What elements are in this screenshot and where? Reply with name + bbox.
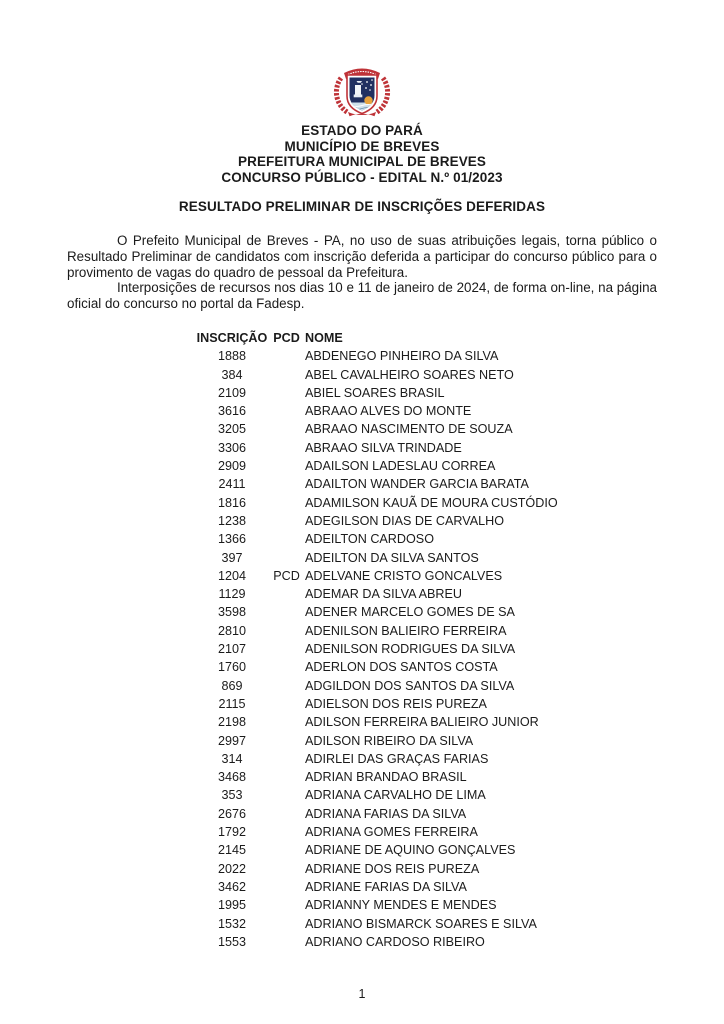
candidate-name: ADILSON FERREIRA BALIEIRO JUNIOR [305, 715, 539, 730]
page-title: RESULTADO PRELIMINAR DE INSCRIÇÕES DEFERIDAS [178, 199, 546, 214]
table-row [196, 420, 558, 438]
inscription-number: 3598 [217, 605, 247, 620]
inscription-number: 2115 [218, 696, 246, 711]
candidate-name: ADRIANE DOS REIS PUREZA [305, 861, 480, 876]
column-header-inscricao: INSCRIÇÃO [196, 331, 268, 345]
candidate-name: ADRIANE FARIAS DA SILVA [305, 879, 467, 894]
candidate-name: ADERLON DOS SANTOS COSTA [305, 660, 498, 675]
pcd-flag [268, 475, 305, 493]
logo-container [0, 62, 724, 120]
inscription-number: 1760 [217, 660, 247, 675]
pcd-flag [268, 768, 305, 786]
paragraph-recursos: Interposições de recursos nos dias 10 e 11 de janeiro de 2024, de forma on-line, na página oficial do concurso no portal da Fadesp. [67, 280, 657, 312]
inscription-number: 2198 [217, 715, 247, 730]
pcd-flag [268, 549, 305, 567]
table-row [196, 512, 558, 530]
table-row [196, 494, 558, 512]
candidate-name: ADGILDON DOS SANTOS DA SILVA [305, 678, 515, 693]
table-row [196, 603, 558, 621]
inscription-number: 384 [221, 367, 243, 382]
candidate-name: ADEGILSON DIAS DE CARVALHO [305, 513, 504, 528]
table-row [196, 384, 558, 402]
candidate-name: ADRIANO CARDOSO RIBEIRO [305, 934, 485, 949]
inscription-number: 1129 [218, 587, 246, 602]
candidate-name: ADELVANE CRISTO GONCALVES [305, 568, 503, 583]
header-state: ESTADO DO PARÁ [301, 123, 423, 138]
pcd-flag [268, 750, 305, 768]
candidate-name: ABRAAO SILVA TRINDADE [305, 440, 462, 455]
inscription-number: 3306 [217, 440, 247, 455]
table-row [196, 549, 558, 567]
pcd-flag [268, 494, 305, 512]
candidate-name: ABIEL SOARES BRASIL [305, 385, 445, 400]
inscription-number: 3462 [217, 879, 247, 894]
candidate-name: ADAILTON WANDER GARCIA BARATA [305, 477, 529, 492]
header-edital: CONCURSO PÚBLICO - EDITAL N.º 01/2023 [221, 169, 503, 185]
table-body [196, 347, 558, 951]
table-row [196, 915, 558, 933]
table-row [196, 567, 558, 585]
pcd-flag [268, 658, 305, 676]
table-row [196, 860, 558, 878]
pcd-flag [268, 695, 305, 713]
page-number: 1 [358, 987, 366, 1001]
table-row [196, 622, 558, 640]
pcd-flag [268, 823, 305, 841]
table-row [196, 677, 558, 695]
candidate-name: ADAMILSON KAUÃ DE MOURA CUSTÓDIO [305, 495, 558, 510]
pcd-flag [268, 677, 305, 695]
pcd-flag [268, 366, 305, 384]
pcd-flag [268, 786, 305, 804]
table-row [196, 457, 558, 475]
inscription-number: 2997 [217, 733, 247, 748]
candidate-name: ADAILSON LADESLAU CORREA [305, 459, 496, 474]
candidate-name: ADRIANNY MENDES E MENDES [305, 898, 497, 913]
pcd-flag [268, 878, 305, 896]
inscription-number: 1532 [217, 916, 247, 931]
candidate-name: ABDENEGO PINHEIRO DA SILVA [305, 349, 499, 364]
pcd-flag [268, 512, 305, 530]
table-row [196, 640, 558, 658]
coat-of-arms-icon [331, 62, 393, 120]
pcd-flag [268, 603, 305, 621]
inscription-number: 1888 [217, 349, 247, 364]
table-row [196, 841, 558, 859]
pcd-flag [268, 585, 305, 603]
column-header-nome: NOME [305, 331, 343, 345]
header-prefecture: PREFEITURA MUNICIPAL DE BREVES [237, 154, 487, 170]
inscription-number: 2676 [217, 806, 247, 821]
table-row [196, 750, 558, 768]
candidate-name: ABEL CAVALHEIRO SOARES NETO [305, 367, 514, 382]
candidate-name: ADENILSON BALIEIRO FERREIRA [305, 623, 507, 638]
table-row [196, 585, 558, 603]
table-row [196, 713, 558, 731]
inscription-number: 2411 [218, 477, 246, 492]
inscription-number: 2022 [217, 861, 247, 876]
inscription-number: 2909 [217, 459, 247, 474]
inscription-number: 1553 [217, 934, 247, 949]
inscription-number: 2107 [217, 642, 247, 657]
table-row [196, 823, 558, 841]
table-row [196, 366, 558, 384]
table-row [196, 896, 558, 914]
table-row [196, 439, 558, 457]
pcd-flag [268, 933, 305, 951]
pcd-flag [268, 640, 305, 658]
inscription-number: 3616 [217, 404, 247, 419]
pcd-flag [268, 384, 305, 402]
pcd-flag [268, 915, 305, 933]
inscription-number: 3205 [217, 422, 247, 437]
table-row [196, 878, 558, 896]
table-row [196, 805, 558, 823]
pcd-flag [268, 732, 305, 750]
candidate-name: ABRAAO ALVES DO MONTE [305, 404, 472, 419]
table-row [196, 658, 558, 676]
candidate-name: ADENER MARCELO GOMES DE SA [305, 605, 515, 620]
pcd-flag [268, 896, 305, 914]
table-row [196, 347, 558, 365]
table-row [196, 695, 558, 713]
table-row [196, 768, 558, 786]
candidate-name: ADEILTON DA SILVA SANTOS [305, 550, 479, 565]
table-row [196, 732, 558, 750]
inscription-number: 869 [221, 678, 243, 693]
inscription-number: 1366 [217, 532, 247, 547]
pcd-flag [268, 713, 305, 731]
pcd-flag [268, 439, 305, 457]
table-row [196, 475, 558, 493]
inscription-number: 1238 [217, 513, 247, 528]
paragraph-intro: O Prefeito Municipal de Breves - PA, no uso de suas atribuições legais, torna público o Resultado Preliminar de candidatos com inscrição deferida a participar do concurso público para o provimento de vagas do quadro de pessoal da Prefeitura. [67, 233, 657, 280]
table-row [196, 530, 558, 548]
inscription-number: 397 [221, 550, 243, 565]
pcd-flag [268, 457, 305, 475]
candidate-name: ADENILSON RODRIGUES DA SILVA [305, 642, 516, 657]
inscription-number: 353 [221, 788, 243, 803]
candidate-name: ADRIANA CARVALHO DE LIMA [305, 788, 486, 803]
candidate-name: ADRIANO BISMARCK SOARES E SILVA [305, 916, 537, 931]
header-municipality: MUNICÍPIO DE BREVES [284, 138, 440, 154]
pcd-flag [268, 841, 305, 859]
table-row [196, 402, 558, 420]
candidate-name: ADILSON RIBEIRO DA SILVA [305, 733, 474, 748]
candidate-name: ADEILTON CARDOSO [305, 532, 434, 547]
pcd-flag [268, 530, 305, 548]
pcd-flag [268, 805, 305, 823]
candidate-name: ADIRLEI DAS GRAÇAS FARIAS [305, 751, 489, 766]
column-header-pcd: PCD [273, 331, 300, 345]
inscription-number: 1792 [217, 825, 247, 840]
inscription-number: 3468 [217, 770, 247, 785]
inscription-number: 314 [221, 751, 243, 766]
candidate-name: ADRIANE DE AQUINO GONÇALVES [305, 843, 516, 858]
document-header [0, 123, 724, 185]
pcd-flag [268, 622, 305, 640]
inscription-number: 2145 [217, 843, 247, 858]
table-row [196, 786, 558, 804]
inscription-number: 1995 [217, 898, 247, 913]
inscription-number: 1204 [217, 568, 247, 583]
candidate-name: ADRIAN BRANDAO BRASIL [305, 770, 467, 785]
inscription-number: 2810 [217, 623, 247, 638]
pcd-flag [268, 347, 305, 365]
pcd-flag [268, 420, 305, 438]
body-text [67, 233, 657, 312]
candidate-name: ADRIANA GOMES FERREIRA [305, 825, 478, 840]
inscription-number: 2109 [217, 385, 247, 400]
table-row [196, 933, 558, 951]
table-header-row [196, 329, 558, 347]
candidate-name: ABRAAO NASCIMENTO DE SOUZA [305, 422, 513, 437]
candidate-name: ADIELSON DOS REIS PUREZA [305, 696, 487, 711]
pcd-flag [268, 402, 305, 420]
pcd-flag: PCD [273, 568, 300, 583]
candidate-name: ADRIANA FARIAS DA SILVA [305, 806, 467, 821]
inscription-number: 1816 [217, 495, 247, 510]
pcd-flag [268, 860, 305, 878]
results-table [196, 329, 558, 951]
candidate-name: ADEMAR DA SILVA ABREU [305, 587, 463, 602]
